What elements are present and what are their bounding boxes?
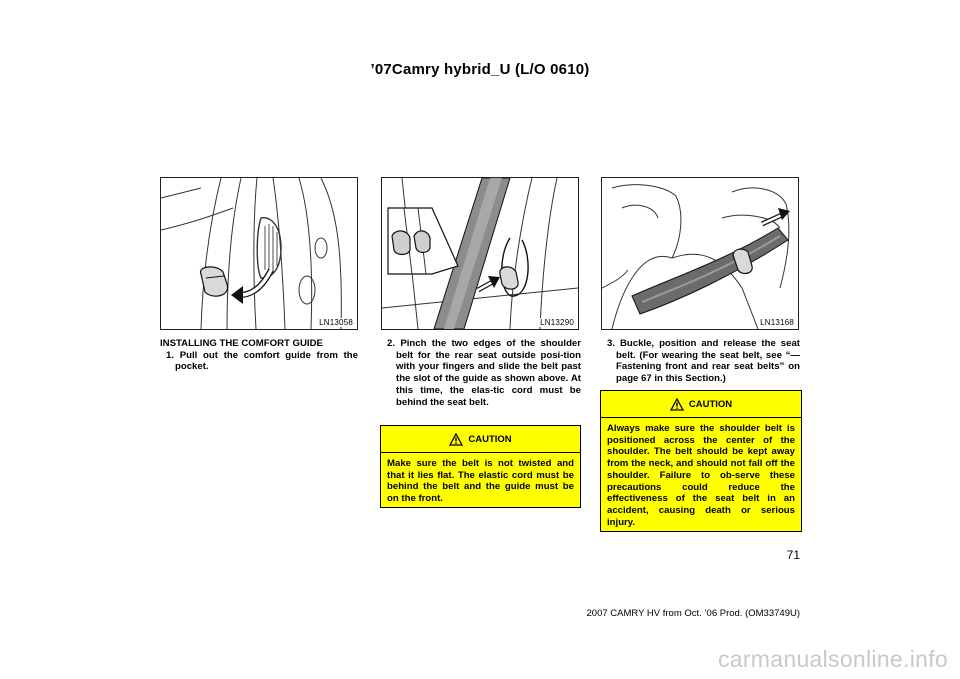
- figure-buckle-position: [601, 177, 799, 330]
- warning-triangle-icon: [670, 398, 684, 411]
- warning-triangle-icon: [449, 433, 463, 446]
- comfort-guide-pocket-illustration: [161, 178, 357, 329]
- watermark: carmanualsonline.info: [717, 646, 948, 672]
- column-1-text: [160, 338, 358, 373]
- step-1: 1. Pull out the comfort guide from the pocket.: [166, 349, 358, 373]
- figure-code: LN13290: [540, 318, 574, 327]
- caution-header: [381, 426, 580, 453]
- figure-belt-slot: [381, 177, 579, 330]
- footer-text: 2007 CAMRY HV from Oct. ’06 Prod. (OM33749U): [586, 608, 800, 619]
- step-2: 2. Pinch the two edges of the shoulder belt for the rear seat outside posi-tion with your fingers and slide the belt past the slot of the guide as shown above. At this time, the elas-tic cord must be behind the seat belt.: [387, 338, 581, 408]
- caution-text: Always make sure the shoulder belt is positioned across the center of the shoulder. The belt should be kept away from the neck, and should not fall off the shoulder. Failure to ob-serve these precautions could reduce the effectiveness of the seat belt in an accident, causing death or serious injury.: [607, 423, 795, 528]
- caution-label: CAUTION: [468, 433, 512, 445]
- belt-slot-illustration: [382, 178, 578, 329]
- figure-comfort-guide-pocket: [160, 177, 358, 330]
- caution-header: [601, 391, 801, 418]
- column-3-text: [601, 338, 800, 385]
- caution-box-1: [380, 425, 581, 508]
- step-3: 3. Buckle, position and release the seat belt. (For wearing the seat belt, see “—Fastening front and rear seat belts” on page 67 in this Section.): [607, 338, 800, 385]
- caution-text: Make sure the belt is not twisted and that it lies flat. The elastic cord must be behind the belt and the guide must be on the front.: [387, 458, 574, 505]
- column-2-text: [381, 338, 581, 408]
- document-header: ’07Camry hybrid_U (L/O 0610): [370, 61, 590, 78]
- page-number: 71: [786, 548, 800, 562]
- caution-label: CAUTION: [688, 398, 733, 410]
- caution-box-2: [600, 390, 802, 532]
- buckle-position-illustration: [602, 178, 798, 329]
- figure-code: LN13058: [319, 318, 353, 327]
- figure-code: LN13168: [760, 318, 794, 327]
- section-heading: INSTALLING THE COMFORT GUIDE: [160, 338, 323, 349]
